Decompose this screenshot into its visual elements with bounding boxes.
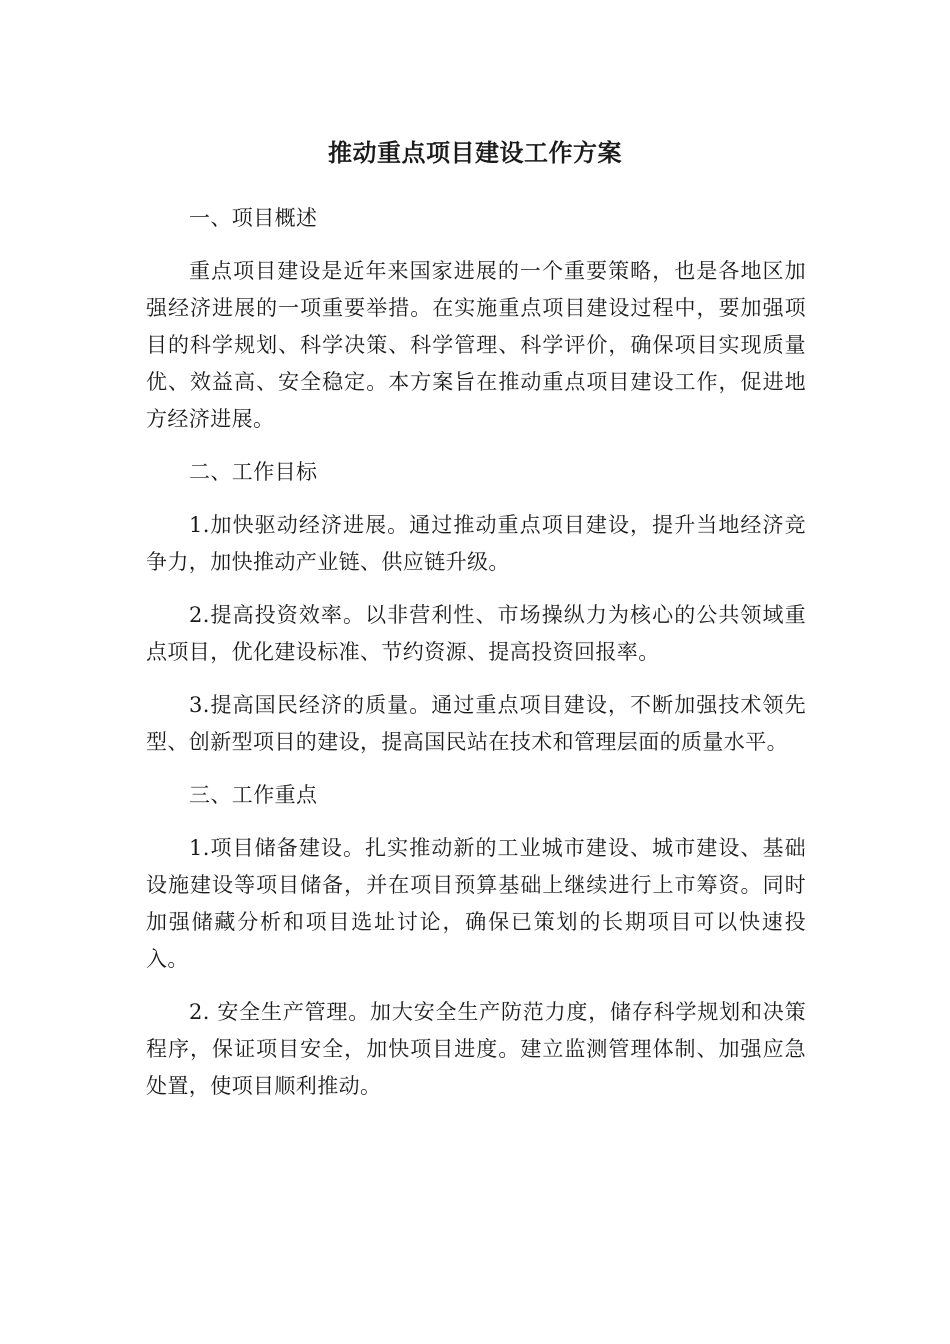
- goal-item-2: 2.提高投资效率。以非营利性、市场操纵力为核心的公共领域重点项目，优化建设标准、节约资源、提高投资回报率。: [146, 603, 806, 664]
- overview-paragraph: 重点项目建设是近年来国家进展的一个重要策略，也是各地区加强经济进展的一项重要举措。在实施重点项目建设过程中，要加强项目的科学规划、科学决策、科学管理、科学评价，确保项目实现质量优、效益高、安全稳定。本方案旨在推动重点项目建设工作，促进地方经济进展。: [146, 259, 806, 431]
- section-heading-goals: 二、工作目标: [189, 460, 318, 484]
- goal-item-3: 3.提高国民经济的质量。通过重点项目建设，不断加强技术领先型、创新型项目的建设，提高国民站在技术和管理层面的质量水平。: [146, 693, 806, 754]
- section-heading-overview: 一、项目概述: [189, 206, 318, 230]
- goal-item-1: 1.加快驱动经济进展。通过推动重点项目建设，提升当地经济竞争力，加快推动产业链、供应链升级。: [146, 513, 806, 574]
- document-body: [146, 200, 806, 1121]
- document-title: 推动重点项目建设工作方案: [328, 139, 622, 167]
- section-heading-focus: 三、工作重点: [189, 783, 318, 807]
- focus-item-2: 2. 安全生产管理。加大安全生产防范力度，储存科学规划和决策程序，保证项目安全，加快项目进度。建立监测管理体制、加强应急处置，使项目顺利推动。: [146, 1000, 806, 1098]
- focus-item-1: 1.项目储备建设。扎实推动新的工业城市建设、城市建设、基础设施建设等项目储备，并在项目预算基础上继续进行上市筹资。同时加强储藏分析和项目选址讨论，确保已策划的长期项目可以快速投入。: [146, 836, 806, 971]
